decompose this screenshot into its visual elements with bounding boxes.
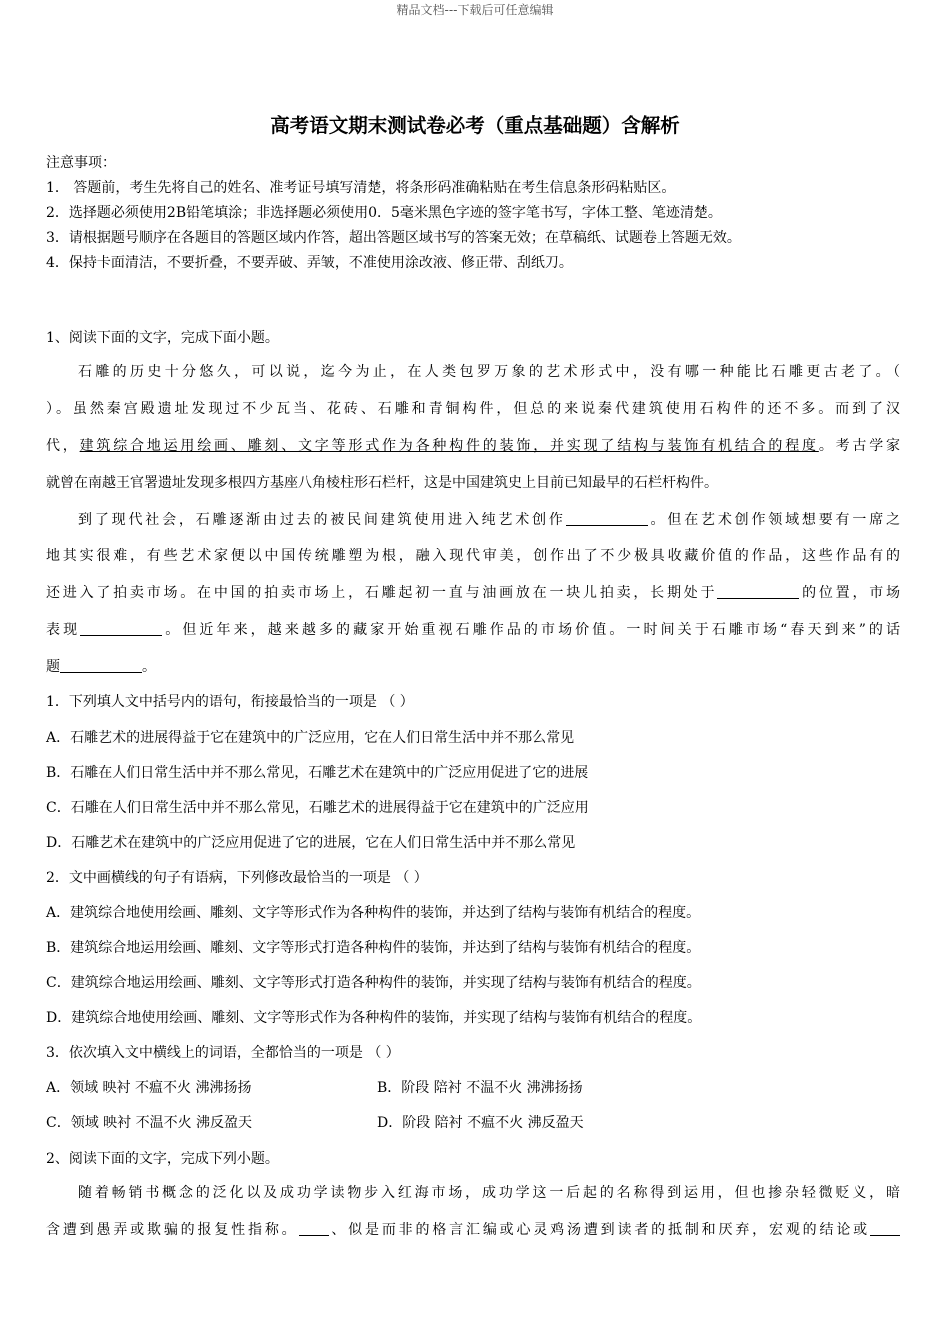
text-span: 代，	[46, 438, 80, 454]
text-span: 。但近年来，越来越多的藏家开始重视石雕作品的市场价值。一时间关于石雕市场“春天到来”的话	[162, 622, 901, 638]
question-2-option-d: D．建筑综合地使用绘画、雕刻、文字等形式作为各种构件的装饰，并实现了结构与装饰有机结合的程度。	[46, 1010, 702, 1026]
question-1-option-b: B．石雕在人们日常生活中并不那么常见，石雕艺术在建筑中的广泛应用促进了它的进展	[46, 765, 589, 781]
question-1-option-c: C．石雕在人们日常生活中并不那么常见，石雕艺术的进展得益于它在建筑中的广泛应用	[46, 800, 589, 816]
fill-blank	[870, 1221, 900, 1236]
section1-intro: 1、阅读下面的文字，完成下面小题。	[46, 330, 279, 346]
passage2-line: 地其实很难，有些艺术家便以中国传统雕塑为根，融入现代审美，创作出了不少极具收藏价值的作品，这些作品有的	[46, 548, 900, 564]
fill-blank	[299, 1221, 329, 1236]
passage2-line	[46, 657, 156, 677]
text-span: 表现	[46, 622, 81, 638]
question-3-option-b: B．阶段 陪衬 不温不火 沸沸扬扬	[377, 1080, 583, 1096]
passage2-line	[46, 583, 900, 603]
passage2-line	[46, 620, 900, 640]
question-3-stem: 3．依次填入文中横线上的词语，全都恰当的一项是 （ ）	[46, 1045, 400, 1061]
text-span: 、似是而非的格言汇编或心灵鸡汤遭到读者的抵制和厌弃，宏观的结论或	[328, 1222, 870, 1238]
question-2-option-c: C．建筑综合地运用绘画、雕刻、文字等形式打造各种构件的装饰，并实现了结构与装饰有机结合的程度。	[46, 975, 701, 991]
notice-item-2: 2．选择题必须使用2B铅笔填涂；非选择题必须使用0．5毫米黑色字迹的签字笔书写，字体工整、笔迹清楚。	[46, 205, 722, 221]
notice-item-1: 1． 答题前，考生先将自己的姓名、准考证号填写清楚，将条形码准确粘贴在考生信息条形码粘贴区。	[46, 180, 676, 196]
passage3-line	[46, 1220, 900, 1240]
text-span: 到了现代社会，石雕逐渐由过去的被民间建筑使用进入纯艺术创作	[78, 512, 566, 528]
text-span: 的位置，市场	[799, 585, 901, 601]
passage2-line	[78, 510, 900, 530]
question-2-option-b: B．建筑综合地运用绘画、雕刻、文字等形式打造各种构件的装饰，并达到了结构与装饰有机结合的程度。	[46, 940, 701, 956]
section2-intro: 2、阅读下面的文字，完成下列小题。	[46, 1151, 279, 1167]
fill-blank	[80, 621, 162, 636]
passage1-line: ）。虽然秦宫殿遗址发现过不少瓦当、花砖、石雕和青铜构件，但总的来说秦代建筑使用石构件的还不多。而到了汉	[46, 401, 900, 417]
passage1-line: 石雕的历史十分悠久，可以说，迄今为止，在人类包罗万象的艺术形式中，没有哪一种能比石雕更古老了。（	[78, 364, 900, 380]
header-note: 精品文档---下载后可任意编辑	[396, 3, 554, 17]
text-span: 。但在艺术创作领域想要有一席之	[647, 512, 901, 528]
underlined-sentence: 建筑综合地运用绘画、雕刻、文字等形式作为各种构件的装饰，并实现了结构与装饰有机结合的程度	[79, 438, 819, 454]
question-2-stem: 2．文中画横线的句子有语病，下列修改最恰当的一项是 （ ）	[46, 870, 428, 886]
passage1-line	[46, 436, 900, 456]
question-3-option-a: A．领域 映衬 不瘟不火 沸沸扬扬	[46, 1080, 252, 1096]
question-3-option-c: C．领域 映衬 不温不火 沸反盈天	[46, 1115, 253, 1131]
text-span: 还进入了拍卖市场。在中国的拍卖市场上，石雕起初一直与油画放在一块儿拍卖，长期处于	[46, 585, 718, 601]
question-2-option-a: A．建筑综合地使用绘画、雕刻、文字等形式作为各种构件的装饰，并达到了结构与装饰有机结合的程度。	[46, 905, 701, 921]
text-span: 题	[46, 659, 60, 675]
text-span: 含遭到愚弄或欺骗的报复性指称。	[46, 1222, 299, 1238]
question-1-stem: 1．下列填人文中括号内的语句，衔接最恰当的一项是 （ ）	[46, 694, 414, 710]
fill-blank	[566, 511, 648, 526]
fill-blank	[717, 584, 799, 599]
document-title: 高考语文期末测试卷必考（重点基础题）含解析	[270, 114, 680, 137]
text-span: 。考古学家	[818, 438, 901, 454]
question-1-option-a: A．石雕艺术的进展得益于它在建筑中的广泛应用，它在人们日常生活中并不那么常见	[46, 730, 575, 746]
text-span: 。	[142, 659, 156, 675]
passage3-line: 随着畅销书概念的泛化以及成功学读物步入红海市场，成功学这一后起的名称得到运用，但也掺杂轻微贬义，暗	[78, 1185, 900, 1201]
question-1-option-d: D．石雕艺术在建筑中的广泛应用促进了它的进展，它在人们日常生活中并不那么常见	[46, 835, 576, 851]
notice-item-4: 4．保持卡面清洁，不要折叠，不要弄破、弄皱，不准使用涂改液、修正带、刮纸刀。	[46, 255, 573, 271]
notice-heading: 注意事项：	[46, 155, 116, 171]
question-3-option-d: D．阶段 陪衬 不瘟不火 沸反盈天	[377, 1115, 584, 1131]
notice-item-3: 3．请根据题号顺序在各题目的答题区域内作答，超出答题区域书写的答案无效；在草稿纸、试题卷上答题无效。	[46, 230, 741, 246]
fill-blank	[60, 658, 142, 673]
passage1-line: 就曾在南越王官署遗址发现多根四方基座八角棱柱形石栏杆，这是中国建筑史上目前已知最早的石栏杆构件。	[46, 475, 718, 491]
